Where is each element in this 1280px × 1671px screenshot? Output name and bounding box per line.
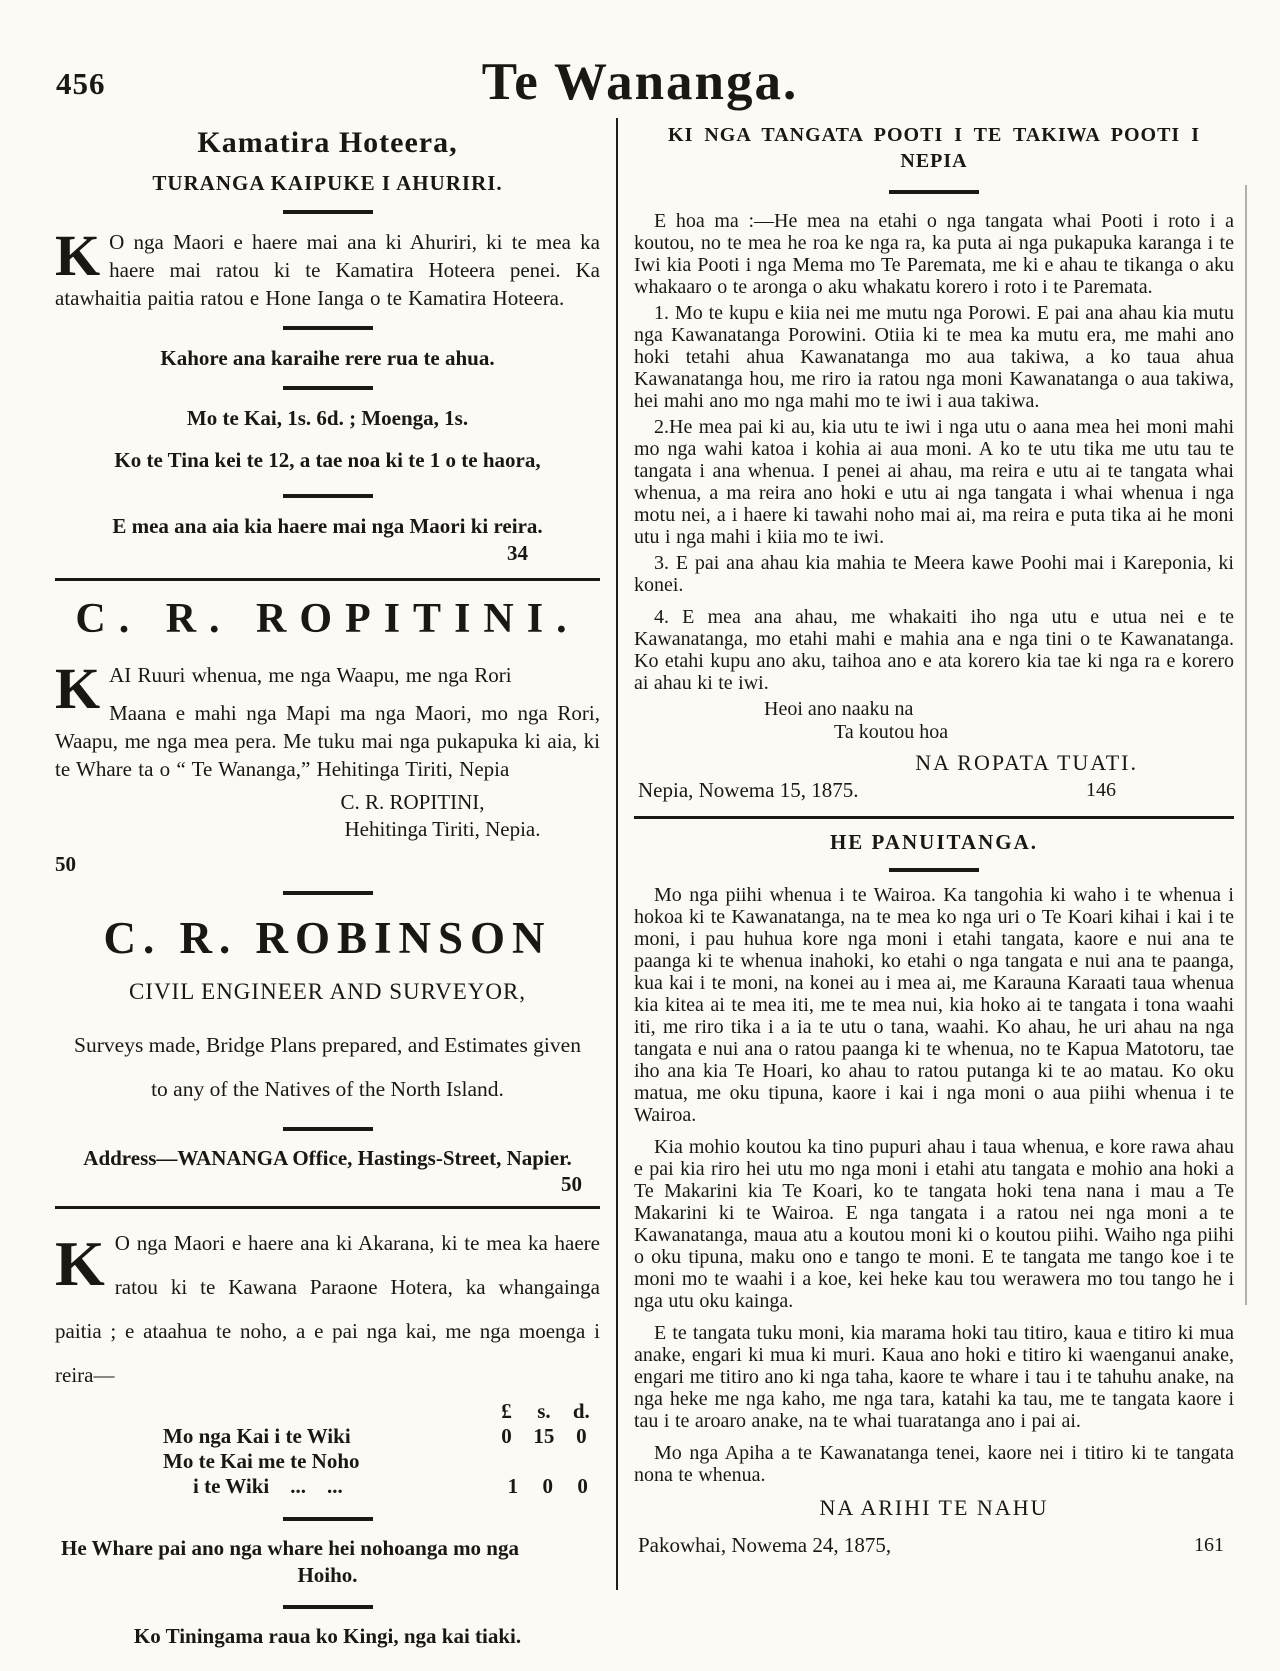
article2-ref-number: 161 [1194, 1534, 1224, 1556]
section-divider [283, 1517, 373, 1521]
ropitini-signature-name: C. R. ROPITINI, [340, 790, 485, 814]
akarana-note-line-1: He Whare pai ano nga whare hei nohoanga mo nga [61, 1536, 519, 1560]
article1-closing-line2: Ta koutou hoa [834, 721, 949, 743]
tariff-header-shillings: s. [537, 1399, 551, 1423]
left-column [55, 125, 600, 1671]
hoteera-notice-3: Ko te Tina kei te 12, a tae noa ki te 1 o te haora, [114, 448, 541, 472]
right-column [634, 122, 1234, 1558]
article2-paragraph-3: E te tangata tuku moni, kia marama hoki tau titiro, kaua e titiro ki mua anake, engari ki mua ki muri. Kaua ano hoki e titiro ki waenganui anake, engari me titiro ano ki nga taha, kaore te whare i tau i te tahuhu anake, na nga heke me nga kaho, me nga tara, katahi ka tau, me te tangata kaore i tau i te aroaro anake, na te whai tuaratanga ano i pai ai. [634, 1322, 1234, 1432]
hoteera-body-text: O nga Maori e haere mai ana ki Ahuriri, ki te mea ka haere mai ratou ki te Kamatira Hoteera penei. Ka atawhaitia paitia ratou e Hone Ianga o te Kamatira Hoteera. [55, 230, 600, 310]
article2-paragraph-4: Mo nga Apiha a te Kawanatanga tenei, kaore nei i titiro ki te tangata nona te whenua. [634, 1442, 1234, 1486]
section-divider [283, 326, 373, 330]
tariff-row-board-line1 [55, 1449, 600, 1474]
tariff-table [55, 1399, 600, 1499]
hoteera-dropcap: K [55, 223, 101, 288]
article1-item-1: 1. Mo te kupu e kiia nei me mutu nga Porowi. E pai ana ahau kia mutu nga Kawanatanga Porowini. Otiia ki te mea ka mutu era, me mahi ano hoki tetahi ahua Kawanatanga mo aua takiwa, a ko taua ahua Kawanatanga hou, me riro ia ratou nga moni Kawanatanga o aua takiwa, hei mahi ano mo nga mahi mo te iwi i aua takiwa. [634, 302, 1234, 412]
article1-ref-number: 146 [1086, 779, 1116, 801]
tariff-row-meals-pence: 0 [576, 1424, 587, 1448]
ropitini-dropcap: K [55, 656, 101, 721]
tariff-row-meals-label: Mo nga Kai i te Wiki [163, 1424, 351, 1448]
section-divider [283, 210, 373, 214]
tariff-row-board-label1: Mo te Kai me te Noho [163, 1449, 360, 1473]
article2-signature: NA ARIHI TE NAHU [819, 1495, 1049, 1520]
article2-paragraph-2: Kia mohio koutou ka tino pupuri ahau i taua whenua, e kore rawa ahau e pai kia riro hei utu mo nga moni i etahi atu tangata e mohio ana hoki a Te Makarini kia Te Koari, ko te tangata hoki tena nana i mau a Te Makarini ki te Wairoa. E nga tangata i a ratou nei nga moni a te Kawanatanga, maua atu a koutou moni ki o koutou piihi. Waiho nga piihi o oku tipuna, maku ono e tango te moni. E te tangata me tango koe i te moni mo te waahi i a koe, kei heke kau tou werawera mo tou tango he i nga utu oku kainga. [634, 1136, 1234, 1312]
akarana-caretakers-line: Ko Tiningama raua ko Kingi, nga kai tiaki. [133, 1624, 522, 1648]
article1-item-3: 3. E pai ana ahau kia mahia te Meera kawe Poohi mai i Kareponia, ki konei. [634, 552, 1234, 596]
akarana-ad-paragraph [55, 1221, 600, 1397]
ropitini-ad-title: C. R. ROPITINI. [75, 596, 580, 642]
masthead-title: Te Wananga. [481, 53, 799, 111]
article1-item-2: 2.He mea pai ki au, kia utu te iwi i nga utu o aana mea hei moni mahi mo nga wahi katoa i kohia ai aua moni. A ko te utu tika me utu tau te tangata i ana whenua. I penei ai ahau, ma reira e utu ai te tangata whai whenua, a ma reira ano hoki e utu ai nga tangata i whai whenua i nga motu nei, a i haere ki tawahi noho mai ai, ma reira e puta tika ai he moni utu i nga mahi i kiia mo te iwi. [634, 416, 1234, 548]
ropitini-ad-ref-number: 50 [55, 852, 76, 876]
hoteera-notice-2: Mo te Kai, 1s. 6d. ; Moenga, 1s. [186, 406, 469, 430]
section-divider [283, 891, 373, 895]
tariff-row-board-label2: i te Wiki ... ... [193, 1474, 343, 1498]
ropitini-body-text: Maana e mahi nga Mapi ma nga Maori, mo nga Rori, Waapu, me nga mea pera. Me tuku mai nga pukapuka ki aia, ki te Whare ta o “ Te Wananga,” Hehitinga Tiriti, Nepia [55, 701, 600, 781]
article2-heading: HE PANUITANGA. [829, 830, 1039, 854]
article1-signature: NA ROPATA TUATI. [915, 750, 1138, 775]
hoteera-ad-ref-number: 34 [507, 541, 528, 565]
section-divider [283, 1127, 373, 1131]
section-divider [889, 190, 979, 194]
ropitini-signature-address: Hehitinga Tiriti, Nepia. [344, 817, 541, 841]
article1-item-4: 4. E mea ana ahau, me whakaiti iho nga utu e utua nei e te Kawanatanga, mo etahi mahi e mahia ana e nga tini o te Kawanatanga. Ko etahi kupu ano aku, taihoa ano e ata korero kia tae ki nga ra e korero ai ahau ki te iwi. [634, 606, 1234, 694]
tariff-row-board-shillings: 0 [542, 1474, 553, 1498]
article2-dateline-row [634, 1533, 1234, 1558]
robinson-ad-title: C. R. ROBINSON [103, 913, 552, 963]
tariff-row-board-pounds: 1 [507, 1474, 519, 1498]
robinson-ad-line-2: to any of the Natives of the North Island. [151, 1077, 504, 1101]
hoteera-ad-title: Kamatira Hoteera, [197, 126, 458, 159]
section-divider [889, 868, 979, 872]
full-rule [634, 816, 1234, 819]
article1-heading-line2: NEPIA [900, 150, 968, 172]
section-divider [283, 1605, 373, 1609]
robinson-ad-address: Address—WANANGA Office, Hastings-Street, Napier. [83, 1146, 572, 1170]
tariff-header-pence: d. [572, 1399, 590, 1423]
full-rule [55, 1206, 600, 1209]
page-number: 456 [56, 66, 106, 101]
hoteera-notice-1: Kahore ana karaihe rere rua te ahua. [160, 346, 495, 370]
article1-dateline-row [634, 778, 1234, 803]
tariff-row-meals [55, 1424, 600, 1449]
ropitini-ad-paragraph [55, 656, 600, 783]
akarana-ad [55, 1221, 600, 1650]
robinson-ad-line-1: Surveys made, Bridge Plans prepared, and Estimates given [74, 1033, 581, 1057]
section-divider [283, 386, 373, 390]
akarana-dropcap: K [55, 1228, 105, 1299]
tariff-table-header-row [55, 1399, 600, 1424]
tariff-row-board-line2 [55, 1474, 600, 1499]
article1-dateline: Nepia, Nowema 15, 1875. [638, 778, 859, 802]
akarana-note-line-2: Hoiho. [297, 1563, 358, 1587]
full-rule [55, 578, 600, 581]
robinson-ad-subtitle: CIVIL ENGINEER AND SURVEYOR, [128, 979, 527, 1004]
article1-heading-line1: KI NGA TANGATA POOTI I TE TAKIWA POOTI I [668, 124, 1200, 146]
tariff-row-meals-shillings: 15 [533, 1424, 555, 1448]
robinson-ad-ref-number: 50 [561, 1172, 582, 1196]
article2-dateline: Pakowhai, Nowema 24, 1875, [638, 1533, 892, 1557]
article1-paragraph-intro: E hoa ma :—He mea na etahi o nga tangata whai Pooti i roto i a koutou, no te mea he roa ke nga ra, ka puta ai nga pukapuka karanga i te Iwi kia Pooti i nga Mema mo Te Paremata, me ki e ahau te tikanga o aku whakaaro o te aronga o aku whakatu korero i roto i te Paremata. [634, 210, 1234, 298]
article1-closing-line1: Heoi ano naaku na [764, 698, 914, 720]
hoteera-notice-4: E mea ana aia kia haere mai nga Maori ki reira. [112, 514, 543, 538]
article2-paragraph-1: Mo nga piihi whenua i te Wairoa. Ka tangohia ki waho i te whenua i hokoa ki te Kawanatanga, na te mea ko nga uri o Te Koari kihai i kai i te moni, i pau huhua kore nga moni i etahi tangata, kaore e nui ana te paanga ki te whenua inahoki, ko etahi o nga tangata e nui ana te paanga, kua kai i te moni, na konei au i mea ai, me Karauna Karaati taua whenua kia kitea ai te mea iti, me te mea nui, kia hoko ai te tangata i tona waahi iti, me riro tika i a ia te utu o tana, waahi. Ko ahau, he uri ahau na nga tangata e nui ana o ratou paanga ki te whenua, no te Kapua Matotoru, tae iho ana kia Te Hoari, ko ahau to ratou putanga ki te ao matau. Ko oku matua, me oku tipuna, kaore i kai i nga moni o aua piihi whenua i te Wairoa. [634, 884, 1234, 1126]
hoteera-ad-subtitle: TURANGA KAIPUKE I AHURIRI. [152, 171, 503, 195]
ropitini-signature-block [55, 789, 600, 843]
page-edge-rule [1245, 185, 1247, 1305]
tariff-row-board-pence: 0 [577, 1474, 588, 1498]
akarana-body-text: O nga Maori e haere ana ki Akarana, ki te mea ka haere ratou ki te Kawana Paraone Hotera, ka whangainga paitia ; e ataahua te noho, a e pai nga kai, me nga moenga i reira— [55, 1231, 600, 1387]
column-divider-rule [616, 118, 618, 1590]
ropitini-lead-line: AI Ruuri whenua, me nga Waapu, me nga Rori [109, 663, 512, 687]
section-divider [283, 494, 373, 498]
hoteera-ad-paragraph [55, 223, 600, 312]
tariff-header-pounds: £ [501, 1399, 512, 1423]
tariff-row-meals-pounds: 0 [501, 1424, 512, 1448]
